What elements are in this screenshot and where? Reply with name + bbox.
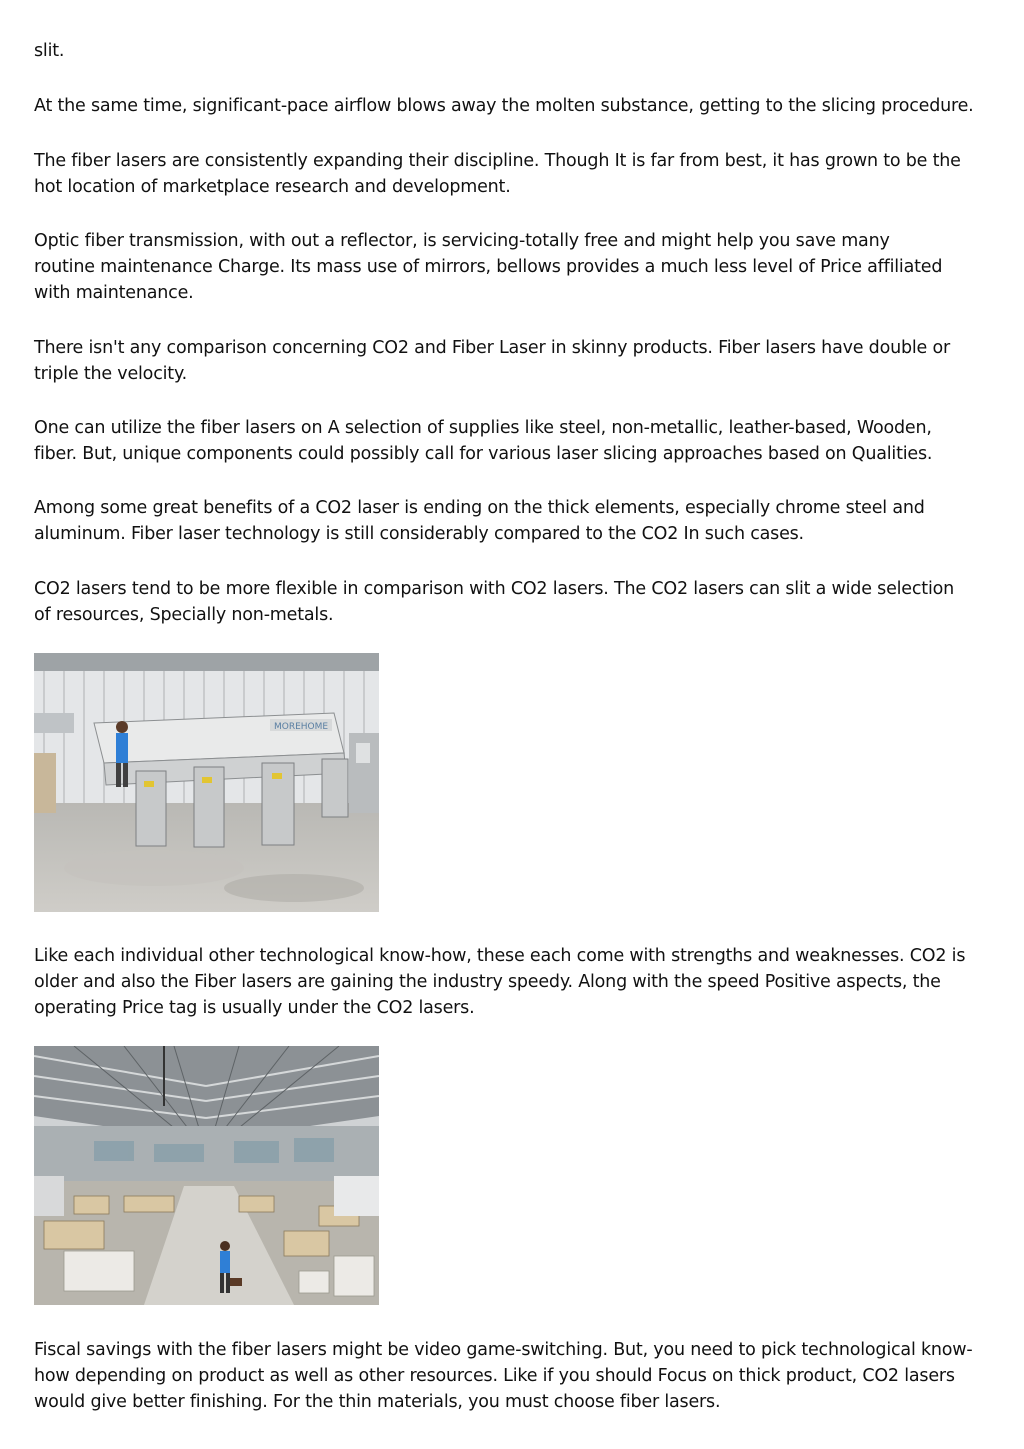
paragraph: Like each individual other technological know-how, these each come with strengths and weaknesses. CO2 is older and also the Fiber lasers are gaining the industry speedy. Along with the speed Positive aspects, the operating Price tag is usually under the CO2 lasers. — [34, 946, 966, 1018]
paragraph: The fiber lasers are consistently expanding their discipline. Though It is far from best, it has grown to be the hot location of marketplace research and development. — [34, 151, 961, 197]
paragraph: Optic fiber transmission, with out a reflector, is servicing-totally free and might help you save many routine maintenance Charge. Its mass use of mirrors, bellows provides a much less level of Price affiliated with maintenance. — [34, 231, 943, 303]
machine-logo: MOREHOME — [274, 722, 329, 732]
paragraph: There isn't any comparison concerning CO2 and Fiber Laser in skinny products. Fiber lasers have double or triple the velocity. — [34, 338, 950, 384]
warehouse-photo — [34, 1046, 379, 1305]
paragraph: Among some great benefits of a CO2 laser is ending on the thick elements, especially chrome steel and aluminum. Fiber laser technology is still considerably compared to the CO2 In such cases. — [34, 498, 925, 544]
paragraph: At the same time, significant-pace airflow blows away the molten substance, getting to the slicing procedure. — [34, 96, 974, 116]
paragraph: One can utilize the fiber lasers on A selection of supplies like steel, non-metallic, leather-based, Wooden, fiber. But, unique components could possibly call for various laser slicing approaches based on Qualities. — [34, 418, 933, 464]
paragraph: slit. — [34, 41, 65, 61]
machine-photo — [34, 653, 379, 912]
paragraph: Fiscal savings with the fiber lasers might be video game-switching. But, you need to pick technological know-how depending on product as well as other resources. Like if you should Focus on thick product, CO2 lasers would give better finishing. For the thin materials, you must choose fiber lasers. — [34, 1340, 973, 1412]
paragraph: CO2 lasers tend to be more flexible in comparison with CO2 lasers. The CO2 lasers can slit a wide selection of resources, Specially non-metals. — [34, 579, 955, 625]
